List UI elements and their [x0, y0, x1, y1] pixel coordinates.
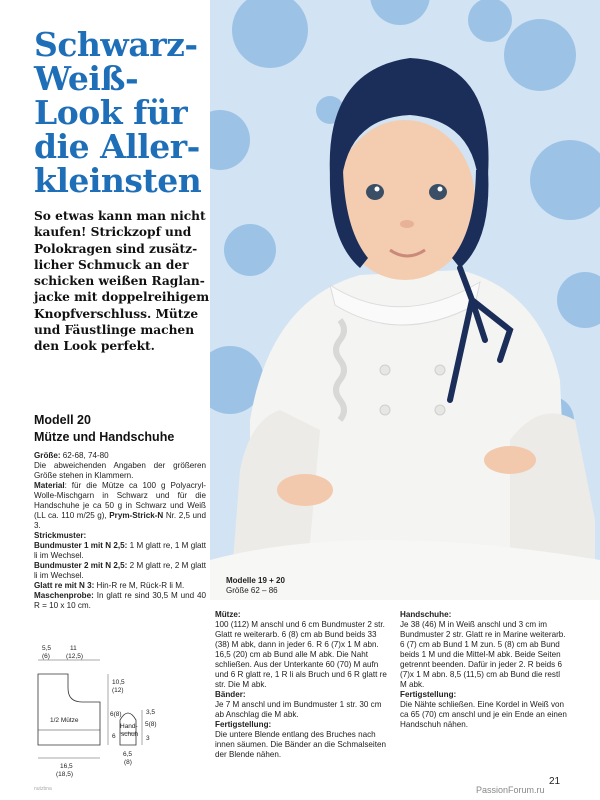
dim-text: 3: [146, 735, 150, 742]
hat-schematic: [38, 674, 100, 745]
instructions-left-column: [34, 451, 206, 611]
hat-diagram-label: 1/2 Mütze: [50, 717, 79, 724]
intro-line: licher Schmuck an der: [34, 257, 189, 272]
pattern-diagram: [28, 630, 178, 790]
headline-line: die Aller-: [34, 127, 200, 166]
ties-label: Bänder:: [215, 690, 246, 699]
hat-text: 100 (112) M anschl und 6 cm Bundmuster 2 str. Glatt re weiterarb. 6 (8) cm ab Bund beids 33 (38) M abk, dann in jeder 6. R 6 (7)x 1 M abn. 16,5 (20) cm ab Bund alle M abk. Die Naht schließen. Aus der Unterkante 60 (70) M aufn und 6 R glatt re, 1 R li als Bruch und 6 R glatt re str. Die M abk.: [215, 620, 387, 689]
pattern2-value: 2 M glatt re, 2 M glatt li im Wechsel.: [34, 561, 206, 580]
dim-text: (12,5): [66, 653, 83, 660]
sample-label: Maschenprobe:: [34, 591, 94, 600]
photo-illustration: [210, 0, 600, 600]
caption-sizes: Größe 62 – 86: [226, 586, 278, 595]
model-title: Mütze und Handschuhe: [34, 430, 175, 444]
pattern1-label: Bundmuster 1 mit N 2,5:: [34, 541, 128, 550]
pattern-heading: [34, 531, 206, 541]
caption-title: Modelle 19 + 20: [226, 576, 285, 585]
pattern1-paragraph: [34, 541, 206, 561]
intro-line: jacke mit doppelreihigem: [34, 290, 210, 305]
pattern1-value: 1 M glatt re, 1 M glatt li im Wechsel.: [34, 541, 206, 560]
intro-paragraph: [34, 208, 216, 355]
intro-line: Knopfverschluss. Mütze: [34, 306, 199, 321]
dim-text: 11: [70, 645, 77, 652]
baby-photo: [210, 0, 600, 600]
glatt-paragraph: [34, 581, 206, 591]
dim-text: 16,5: [60, 763, 73, 770]
gloves-finish-label: Fertigstellung:: [400, 690, 457, 699]
prym-brand: Prym-Strick-N: [109, 511, 164, 520]
dim-text: (18,5): [56, 771, 73, 778]
size-label: Größe:: [34, 451, 61, 460]
page-number: 21: [549, 776, 561, 787]
intro-line: schicken weißen Raglan-: [34, 274, 205, 289]
dim-text: 5(8): [145, 721, 157, 728]
model-number: Modell 20: [34, 413, 91, 427]
gloves-finish-text: Die Nähte schließen. Eine Kordel in Weiß von ca 65 (70) cm anschl und je ein Ende an einen Handschuh nähen.: [400, 700, 567, 729]
dim-text: 6: [112, 733, 116, 740]
pattern2-paragraph: [34, 561, 206, 581]
ties-text: Je 7 M anschl und im Bundmuster 1 str. 30 cm ab Anschlag die M abk.: [215, 700, 382, 719]
watermark: PassionForum.ru: [476, 785, 545, 795]
hat-label: Mütze:: [215, 610, 241, 619]
size-paragraph: [34, 451, 206, 461]
material-paragraph: [34, 481, 206, 531]
instructions-right-column: [400, 610, 568, 730]
intro-line: den Look perfekt.: [34, 339, 155, 354]
finish-text: Die untere Blende entlang des Bruches nach innen säumen. Die Bänder an die Schmalseiten der Blende nähen.: [215, 730, 386, 759]
intro-line: kaufen! Strickzopf und: [34, 225, 192, 240]
intro-line: So etwas kann man nicht: [34, 209, 206, 223]
dim-text: 10,5: [112, 679, 125, 686]
model-heading: [34, 412, 174, 446]
dim-text: 6(8): [110, 711, 122, 718]
material-end: Nr. 2,5 und 3.: [34, 511, 207, 530]
headline-line: Look für: [34, 93, 188, 132]
glove-diagram-label: schuh: [121, 731, 139, 738]
gloves-text: Je 38 (46) M in Weiß anschl und 3 cm im Bundmuster 2 str. Glatt re in Marine weiterarb. 6 (7) cm ab Bund 1 M zun. 5 (8) cm ab Bund beids 1 M und die Mittel-M abk. Beide Seiten getrennt beenden. Dafür in jeder 2. R beids 6 (7)x 1 M abn. 8,5 (11,5) cm ab Bund die restl M abk.: [400, 620, 566, 689]
dim-text: (6): [42, 653, 50, 660]
dim-text: (8): [124, 759, 132, 766]
intro-line: und Fäustlinge machen: [34, 323, 195, 338]
sample-paragraph: [34, 591, 206, 611]
dim-text: 5,5: [42, 645, 52, 652]
photo-caption: [226, 576, 285, 596]
glove-diagram-label: Hand-: [120, 723, 138, 730]
gloves-label: Handschuhe:: [400, 610, 452, 619]
glatt-value: Hin-R re M, Rück-R li M.: [94, 581, 185, 590]
size-value: 62-68, 74-80: [60, 451, 109, 460]
size-note: Die abweichenden Angaben der größeren Größe stehen in Klammern.: [34, 461, 206, 480]
dim-text: 3,5: [146, 709, 156, 716]
footer-code: nutzbna: [34, 786, 52, 792]
material-value: : für die Mütze ca 100 g Polyacryl-Wolle-Mischgarn in Schwarz und für die Handschuhe je ca 50 g in Schwarz und Weiß (LL ca. 110 m/25 g),: [34, 481, 206, 520]
pattern-label: Strickmuster:: [34, 531, 87, 540]
headline: [34, 25, 210, 200]
instructions-middle-column: [215, 610, 391, 760]
material-label: Material: [34, 481, 65, 490]
dim-text: 6,5: [123, 751, 133, 758]
pattern2-label: Bundmuster 2 mit N 2,5:: [34, 561, 128, 570]
dim-text: (12): [112, 687, 124, 694]
finish-label: Fertigstellung:: [215, 720, 272, 729]
sample-value: In glatt re sind 30,5 M und 40 R = 10 x 10 cm.: [34, 591, 206, 610]
headline-line: Weiß-: [34, 59, 139, 98]
glatt-label: Glatt re mit N 3:: [34, 581, 95, 590]
headline-line: kleinsten: [34, 161, 202, 200]
intro-line: Polokragen sind zusätz-: [34, 241, 198, 256]
headline-line: Schwarz-: [34, 25, 198, 64]
